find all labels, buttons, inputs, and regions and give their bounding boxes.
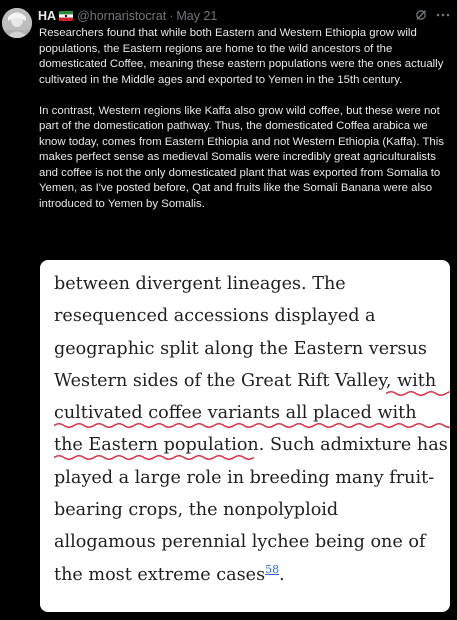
excerpt-line: resequenced accessions displayed a [54,306,376,327]
excerpt-line [54,397,448,429]
tweet-image[interactable] [40,260,450,612]
highlighted-text: cultivated coffee variants all placed with [54,403,417,424]
highlighted-segment [54,435,259,455]
display-name[interactable]: HA [38,9,57,23]
excerpt-line: allogamous perennial lychee being one of [54,532,426,553]
excerpt-line [54,559,448,591]
tweet-header [38,8,450,24]
wavy-underline [54,422,450,429]
citation-link[interactable]: 58 [265,562,280,576]
tweet-text [39,26,451,212]
separator-dot: · [169,9,174,23]
excerpt-line: geographic split along the Eastern versus [54,338,427,359]
avatar-image [2,8,32,38]
highlighted-text: the Eastern population [54,435,259,456]
tweet-paragraph: In contrast, Western regions like Kaffa also grow wild coffee, but these were not part of the domestication pathway. Thus, the domesticated Coffea arabica we know today, comes from Eastern Ethiopia and not Western Ethiopia (Kaffa). This makes perfect sense as medieval Somalis were incredibly great agriculturalists and coffee is not the only domesticated plant that was exported from Somalia to Yemen, as I've posted before, Qat and fruits like the Somali Banana were also introduced to Yemen by Somalis. [39,104,444,210]
avatar[interactable] [2,8,32,38]
excerpt-line: between divergent lineages. The [54,274,346,294]
excerpt-text-segment: the most extreme cases [54,564,266,585]
somaliland-flag-icon [59,11,73,21]
wavy-underline [386,390,450,397]
user-handle[interactable]: @hornaristocrat [77,9,167,23]
excerpt-text-segment: . [279,564,285,585]
excerpt-line: played a large role in breeding many fruit- [54,467,435,488]
more-options-icon[interactable] [436,8,450,22]
tweet-date[interactable]: May 21 [176,9,218,23]
highlighted-text: , with [385,370,437,391]
excerpt-text-segment: Western sides of the Great Rift Valley [54,370,386,391]
highlighted-segment [386,371,436,391]
excerpt-line: bearing crops, the nonpolyploid [54,500,339,521]
wavy-underline [54,454,254,461]
tweet-paragraph: Researchers found that while both Eastern and Western Ethiopia grow wild populations, the Eastern regions are home to the wild ancestors of the domesticated Coffee, meaning these eastern populations were the ones actually cultivated in the Middle ages and exported to Yemen in the 15th century. [39,27,444,86]
excerpt-text-segment: . Such admixture has [258,435,448,456]
excerpt-line [54,365,448,397]
excerpt-text [54,268,448,591]
highlighted-segment [54,403,417,423]
excerpt-line [54,429,448,461]
grok-icon[interactable] [414,8,428,22]
